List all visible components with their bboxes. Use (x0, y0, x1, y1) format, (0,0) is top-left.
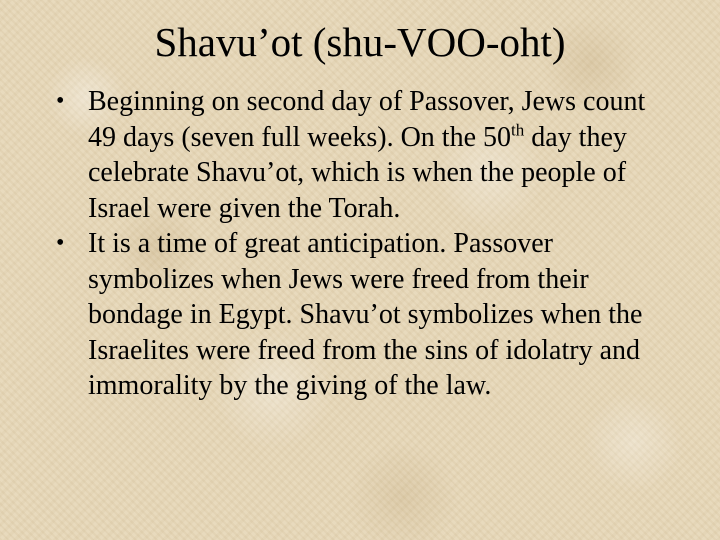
bullet-text-part: Beginning on second day of Passover, Jews count 49 days (seven full weeks). On the 50 (88, 86, 646, 153)
bullet-item (56, 84, 676, 226)
slide-title: Shavu’ot (shu-VOO-oht) (154, 19, 566, 65)
bullet-marker: • (56, 88, 65, 114)
bullet-item (56, 226, 676, 404)
bullet-text: It is a time of great anticipation. Passover symbolizes when Jews were freed from their bondage in Egypt. Shavu’ot symbolizes when the Israelites were freed from the sins of idolatry and immorality by the giving of the law. (88, 228, 643, 401)
ordinal-superscript: th (511, 120, 525, 140)
bullet-text-part: day they celebrate Shavu’ot, which is when the people of Israel were given the Torah. (88, 121, 627, 224)
bullet-marker: • (56, 230, 65, 256)
bullet-list (56, 84, 676, 404)
